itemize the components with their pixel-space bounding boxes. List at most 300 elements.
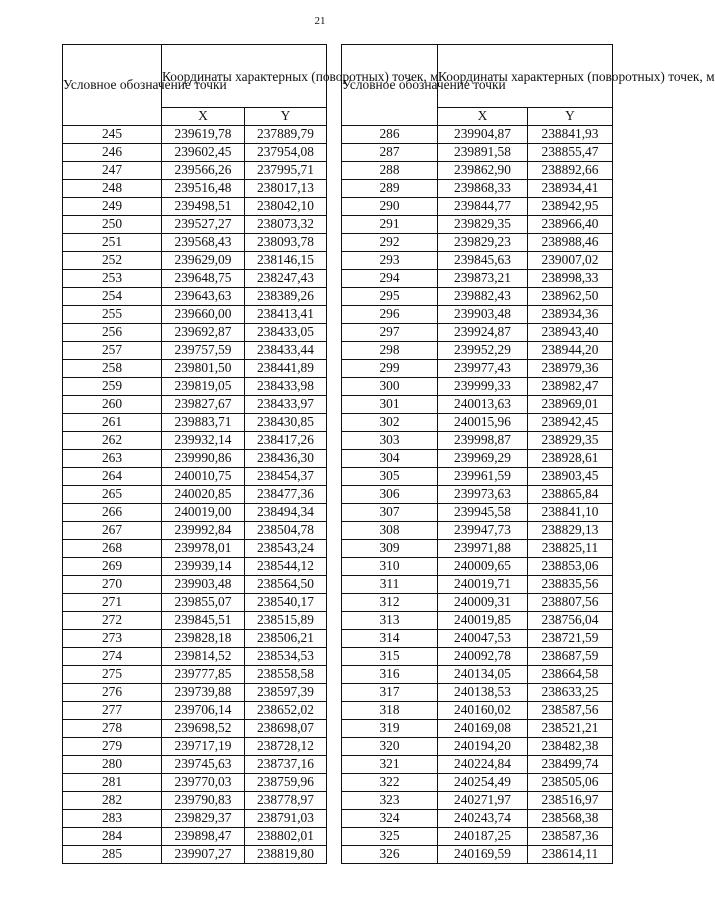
y-column-header: Y bbox=[528, 108, 613, 126]
y-coordinate: 238017,13 bbox=[245, 180, 327, 198]
y-coordinate: 238454,37 bbox=[245, 468, 327, 486]
table-row bbox=[63, 288, 327, 306]
x-coordinate: 240009,65 bbox=[438, 558, 528, 576]
y-coordinate: 238499,74 bbox=[528, 756, 613, 774]
table-row bbox=[63, 738, 327, 756]
point-number: 284 bbox=[63, 828, 162, 846]
y-coordinate: 238516,97 bbox=[528, 792, 613, 810]
point-number: 294 bbox=[342, 270, 438, 288]
y-coordinate: 238433,97 bbox=[245, 396, 327, 414]
x-coordinate: 239998,87 bbox=[438, 432, 528, 450]
y-coordinate: 238558,58 bbox=[245, 666, 327, 684]
point-number: 245 bbox=[63, 126, 162, 144]
table-row bbox=[63, 432, 327, 450]
table-row bbox=[63, 594, 327, 612]
x-coordinate: 239801,50 bbox=[162, 360, 245, 378]
point-number: 301 bbox=[342, 396, 438, 414]
table-row bbox=[63, 576, 327, 594]
table-row bbox=[63, 828, 327, 846]
point-column-header: Условное обозначение точки bbox=[63, 45, 162, 126]
y-coordinate: 238835,56 bbox=[528, 576, 613, 594]
x-coordinate: 239945,58 bbox=[438, 504, 528, 522]
y-coordinate: 238477,36 bbox=[245, 486, 327, 504]
point-number: 257 bbox=[63, 342, 162, 360]
point-number: 260 bbox=[63, 396, 162, 414]
y-coordinate: 238934,41 bbox=[528, 180, 613, 198]
y-coordinate: 238482,38 bbox=[528, 738, 613, 756]
point-number: 304 bbox=[342, 450, 438, 468]
y-coordinate: 238756,04 bbox=[528, 612, 613, 630]
point-number: 291 bbox=[342, 216, 438, 234]
y-coordinate: 238534,53 bbox=[245, 648, 327, 666]
point-number: 312 bbox=[342, 594, 438, 612]
x-coordinate: 239862,90 bbox=[438, 162, 528, 180]
coordinates-column-header: Координаты характерных (поворотных) точек, м bbox=[438, 45, 613, 108]
y-coordinate: 239007,02 bbox=[528, 252, 613, 270]
x-coordinate: 239602,45 bbox=[162, 144, 245, 162]
y-coordinate: 238540,17 bbox=[245, 594, 327, 612]
y-coordinate: 238664,58 bbox=[528, 666, 613, 684]
y-coordinate: 238494,34 bbox=[245, 504, 327, 522]
x-coordinate: 239845,63 bbox=[438, 252, 528, 270]
x-coordinate: 240092,78 bbox=[438, 648, 528, 666]
x-coordinate: 239990,86 bbox=[162, 450, 245, 468]
point-number: 283 bbox=[63, 810, 162, 828]
point-column-header: Условное обозначение точки bbox=[342, 45, 438, 126]
coordinates-column-header: Координаты характерных (поворотных) точек, м bbox=[162, 45, 327, 108]
y-coordinate: 238962,50 bbox=[528, 288, 613, 306]
x-coordinate: 239977,43 bbox=[438, 360, 528, 378]
x-coordinate: 239777,85 bbox=[162, 666, 245, 684]
point-number: 273 bbox=[63, 630, 162, 648]
x-coordinate: 239829,23 bbox=[438, 234, 528, 252]
table-row bbox=[63, 468, 327, 486]
x-coordinate: 240020,85 bbox=[162, 486, 245, 504]
table-row bbox=[342, 378, 613, 396]
x-coordinate: 239498,51 bbox=[162, 198, 245, 216]
x-coordinate: 239873,21 bbox=[438, 270, 528, 288]
table-row bbox=[63, 216, 327, 234]
y-coordinate: 238633,25 bbox=[528, 684, 613, 702]
x-coordinate: 240194,20 bbox=[438, 738, 528, 756]
point-number: 282 bbox=[63, 792, 162, 810]
table-row bbox=[63, 666, 327, 684]
point-number: 308 bbox=[342, 522, 438, 540]
point-number: 252 bbox=[63, 252, 162, 270]
table-row bbox=[63, 612, 327, 630]
table-row bbox=[342, 414, 613, 432]
x-coordinate: 239947,73 bbox=[438, 522, 528, 540]
y-coordinate: 238903,45 bbox=[528, 468, 613, 486]
point-number: 285 bbox=[63, 846, 162, 864]
point-number: 250 bbox=[63, 216, 162, 234]
y-coordinate: 238944,20 bbox=[528, 342, 613, 360]
point-number: 318 bbox=[342, 702, 438, 720]
point-number: 300 bbox=[342, 378, 438, 396]
table-row bbox=[63, 252, 327, 270]
y-coordinate: 238506,21 bbox=[245, 630, 327, 648]
table-row bbox=[342, 342, 613, 360]
point-number: 256 bbox=[63, 324, 162, 342]
point-number: 316 bbox=[342, 666, 438, 684]
point-number: 289 bbox=[342, 180, 438, 198]
point-number: 247 bbox=[63, 162, 162, 180]
y-coordinate: 238515,89 bbox=[245, 612, 327, 630]
point-number: 275 bbox=[63, 666, 162, 684]
x-coordinate: 239883,71 bbox=[162, 414, 245, 432]
y-coordinate: 238807,56 bbox=[528, 594, 613, 612]
coordinates-table-right bbox=[341, 44, 715, 864]
point-number: 320 bbox=[342, 738, 438, 756]
x-coordinate: 239961,59 bbox=[438, 468, 528, 486]
point-number: 321 bbox=[342, 756, 438, 774]
table-row bbox=[342, 558, 613, 576]
table-row bbox=[342, 522, 613, 540]
point-number: 264 bbox=[63, 468, 162, 486]
y-coordinate: 238505,06 bbox=[528, 774, 613, 792]
x-coordinate: 239814,52 bbox=[162, 648, 245, 666]
table-row bbox=[342, 306, 613, 324]
x-coordinate: 239903,48 bbox=[438, 306, 528, 324]
table-row bbox=[342, 594, 613, 612]
y-coordinate: 238934,36 bbox=[528, 306, 613, 324]
point-number: 295 bbox=[342, 288, 438, 306]
x-coordinate: 239827,67 bbox=[162, 396, 245, 414]
point-number: 296 bbox=[342, 306, 438, 324]
table-row bbox=[342, 198, 613, 216]
x-coordinate: 240019,71 bbox=[438, 576, 528, 594]
y-coordinate: 238413,41 bbox=[245, 306, 327, 324]
x-coordinate: 239978,01 bbox=[162, 540, 245, 558]
x-coordinate: 239527,27 bbox=[162, 216, 245, 234]
y-coordinate: 238759,96 bbox=[245, 774, 327, 792]
point-number: 309 bbox=[342, 540, 438, 558]
point-number: 269 bbox=[63, 558, 162, 576]
y-coordinate: 237995,71 bbox=[245, 162, 327, 180]
table-row bbox=[342, 450, 613, 468]
table-row bbox=[342, 684, 613, 702]
x-coordinate: 239770,03 bbox=[162, 774, 245, 792]
x-coordinate: 239952,29 bbox=[438, 342, 528, 360]
x-coordinate: 240015,96 bbox=[438, 414, 528, 432]
x-coordinate: 239692,87 bbox=[162, 324, 245, 342]
y-coordinate: 238819,80 bbox=[245, 846, 327, 864]
point-number: 326 bbox=[342, 846, 438, 864]
point-number: 305 bbox=[342, 468, 438, 486]
point-number: 306 bbox=[342, 486, 438, 504]
table-row bbox=[63, 126, 327, 144]
y-coordinate: 238802,01 bbox=[245, 828, 327, 846]
table-row bbox=[63, 378, 327, 396]
x-coordinate: 239739,88 bbox=[162, 684, 245, 702]
x-coordinate: 239844,77 bbox=[438, 198, 528, 216]
x-coordinate: 240134,05 bbox=[438, 666, 528, 684]
point-number: 258 bbox=[63, 360, 162, 378]
table-row bbox=[342, 180, 613, 198]
y-coordinate: 238543,24 bbox=[245, 540, 327, 558]
point-number: 322 bbox=[342, 774, 438, 792]
x-coordinate: 239643,63 bbox=[162, 288, 245, 306]
x-coordinate: 239973,63 bbox=[438, 486, 528, 504]
y-coordinate: 238433,44 bbox=[245, 342, 327, 360]
table-row bbox=[342, 828, 613, 846]
table-row bbox=[63, 792, 327, 810]
table-row bbox=[342, 126, 613, 144]
point-number: 311 bbox=[342, 576, 438, 594]
x-coordinate: 239855,07 bbox=[162, 594, 245, 612]
right-table-body bbox=[342, 126, 613, 864]
point-number: 265 bbox=[63, 486, 162, 504]
y-coordinate: 238943,40 bbox=[528, 324, 613, 342]
x-coordinate: 239868,33 bbox=[438, 180, 528, 198]
x-coordinate: 240160,02 bbox=[438, 702, 528, 720]
x-coordinate: 239757,59 bbox=[162, 342, 245, 360]
y-coordinate: 238728,12 bbox=[245, 738, 327, 756]
point-number: 270 bbox=[63, 576, 162, 594]
table-row bbox=[342, 432, 613, 450]
point-number: 261 bbox=[63, 414, 162, 432]
y-coordinate: 238698,07 bbox=[245, 720, 327, 738]
point-number: 248 bbox=[63, 180, 162, 198]
x-coordinate: 240047,53 bbox=[438, 630, 528, 648]
y-coordinate: 238865,84 bbox=[528, 486, 613, 504]
y-coordinate: 238433,98 bbox=[245, 378, 327, 396]
x-coordinate: 239999,33 bbox=[438, 378, 528, 396]
y-coordinate: 238998,33 bbox=[528, 270, 613, 288]
y-coordinate: 238721,59 bbox=[528, 630, 613, 648]
point-number: 323 bbox=[342, 792, 438, 810]
x-coordinate: 239629,09 bbox=[162, 252, 245, 270]
point-number: 292 bbox=[342, 234, 438, 252]
point-number: 317 bbox=[342, 684, 438, 702]
x-coordinate: 239904,87 bbox=[438, 126, 528, 144]
point-number: 251 bbox=[63, 234, 162, 252]
table-row bbox=[342, 360, 613, 378]
table-row bbox=[342, 792, 613, 810]
table-row bbox=[342, 504, 613, 522]
point-number: 298 bbox=[342, 342, 438, 360]
point-number: 299 bbox=[342, 360, 438, 378]
table-row bbox=[63, 450, 327, 468]
y-coordinate: 238979,36 bbox=[528, 360, 613, 378]
table-row bbox=[342, 252, 613, 270]
point-number: 297 bbox=[342, 324, 438, 342]
y-coordinate: 238892,66 bbox=[528, 162, 613, 180]
y-coordinate: 238929,35 bbox=[528, 432, 613, 450]
y-coordinate: 238778,97 bbox=[245, 792, 327, 810]
table-row bbox=[342, 396, 613, 414]
x-coordinate: 239939,14 bbox=[162, 558, 245, 576]
table-row bbox=[342, 756, 613, 774]
x-coordinate: 240009,31 bbox=[438, 594, 528, 612]
table-row bbox=[342, 648, 613, 666]
x-coordinate: 239845,51 bbox=[162, 612, 245, 630]
y-coordinate: 238587,56 bbox=[528, 702, 613, 720]
point-number: 324 bbox=[342, 810, 438, 828]
x-coordinate: 239717,19 bbox=[162, 738, 245, 756]
table-row bbox=[342, 810, 613, 828]
y-coordinate: 238687,59 bbox=[528, 648, 613, 666]
y-coordinate: 238521,21 bbox=[528, 720, 613, 738]
x-coordinate: 240187,25 bbox=[438, 828, 528, 846]
x-coordinate: 239516,48 bbox=[162, 180, 245, 198]
y-coordinate: 238988,46 bbox=[528, 234, 613, 252]
table-row bbox=[342, 774, 613, 792]
point-number: 254 bbox=[63, 288, 162, 306]
x-coordinate: 240169,59 bbox=[438, 846, 528, 864]
y-coordinate: 238544,12 bbox=[245, 558, 327, 576]
point-number: 303 bbox=[342, 432, 438, 450]
table-row bbox=[63, 648, 327, 666]
table-row bbox=[342, 324, 613, 342]
y-coordinate: 238430,85 bbox=[245, 414, 327, 432]
point-number: 271 bbox=[63, 594, 162, 612]
x-column-header: X bbox=[162, 108, 245, 126]
x-coordinate: 239745,63 bbox=[162, 756, 245, 774]
y-coordinate: 238841,10 bbox=[528, 504, 613, 522]
x-coordinate: 239903,48 bbox=[162, 576, 245, 594]
point-number: 287 bbox=[342, 144, 438, 162]
y-coordinate: 238436,30 bbox=[245, 450, 327, 468]
table-row bbox=[63, 522, 327, 540]
y-coordinate: 238564,50 bbox=[245, 576, 327, 594]
point-number: 325 bbox=[342, 828, 438, 846]
point-number: 293 bbox=[342, 252, 438, 270]
y-coordinate: 238146,15 bbox=[245, 252, 327, 270]
table-row bbox=[342, 576, 613, 594]
y-coordinate: 237954,08 bbox=[245, 144, 327, 162]
y-coordinate: 238737,16 bbox=[245, 756, 327, 774]
x-coordinate: 240138,53 bbox=[438, 684, 528, 702]
point-number: 310 bbox=[342, 558, 438, 576]
x-coordinate: 240224,84 bbox=[438, 756, 528, 774]
table-row bbox=[63, 486, 327, 504]
x-coordinate: 239566,26 bbox=[162, 162, 245, 180]
table-row bbox=[342, 486, 613, 504]
y-column-header: Y bbox=[245, 108, 327, 126]
y-coordinate: 238614,11 bbox=[528, 846, 613, 864]
x-coordinate: 240013,63 bbox=[438, 396, 528, 414]
x-coordinate: 239660,00 bbox=[162, 306, 245, 324]
x-coordinate: 240010,75 bbox=[162, 468, 245, 486]
y-coordinate: 238389,26 bbox=[245, 288, 327, 306]
point-number: 313 bbox=[342, 612, 438, 630]
point-number: 249 bbox=[63, 198, 162, 216]
table-row bbox=[63, 198, 327, 216]
point-number: 288 bbox=[342, 162, 438, 180]
point-number: 278 bbox=[63, 720, 162, 738]
x-coordinate: 239619,78 bbox=[162, 126, 245, 144]
y-coordinate: 238942,95 bbox=[528, 198, 613, 216]
table-row bbox=[63, 396, 327, 414]
table-row bbox=[342, 288, 613, 306]
table-row bbox=[342, 234, 613, 252]
table-row bbox=[342, 162, 613, 180]
x-coordinate: 239924,87 bbox=[438, 324, 528, 342]
x-coordinate: 239882,43 bbox=[438, 288, 528, 306]
y-coordinate: 238093,78 bbox=[245, 234, 327, 252]
point-number: 246 bbox=[63, 144, 162, 162]
table-row bbox=[63, 774, 327, 792]
point-number: 280 bbox=[63, 756, 162, 774]
y-coordinate: 238504,78 bbox=[245, 522, 327, 540]
table-row bbox=[63, 162, 327, 180]
y-coordinate: 238942,45 bbox=[528, 414, 613, 432]
table-row bbox=[63, 180, 327, 198]
table-row bbox=[63, 306, 327, 324]
table-row bbox=[63, 360, 327, 378]
x-coordinate: 239706,14 bbox=[162, 702, 245, 720]
point-number: 290 bbox=[342, 198, 438, 216]
x-coordinate: 239907,27 bbox=[162, 846, 245, 864]
x-coordinate: 240169,08 bbox=[438, 720, 528, 738]
table-row bbox=[342, 540, 613, 558]
table-row bbox=[63, 342, 327, 360]
x-coordinate: 239932,14 bbox=[162, 432, 245, 450]
x-coordinate: 239648,75 bbox=[162, 270, 245, 288]
y-coordinate: 238568,38 bbox=[528, 810, 613, 828]
point-number: 281 bbox=[63, 774, 162, 792]
y-coordinate: 238853,06 bbox=[528, 558, 613, 576]
x-coordinate: 239819,05 bbox=[162, 378, 245, 396]
point-number: 253 bbox=[63, 270, 162, 288]
table-row bbox=[63, 756, 327, 774]
x-coordinate: 240254,49 bbox=[438, 774, 528, 792]
point-number: 314 bbox=[342, 630, 438, 648]
y-coordinate: 238982,47 bbox=[528, 378, 613, 396]
table-row bbox=[63, 144, 327, 162]
y-coordinate: 238247,43 bbox=[245, 270, 327, 288]
table-row bbox=[63, 702, 327, 720]
table-row bbox=[63, 720, 327, 738]
table-row bbox=[342, 270, 613, 288]
table-row bbox=[63, 558, 327, 576]
left-table-body bbox=[63, 126, 327, 864]
y-coordinate: 237889,79 bbox=[245, 126, 327, 144]
x-coordinate: 240271,97 bbox=[438, 792, 528, 810]
y-coordinate: 238433,05 bbox=[245, 324, 327, 342]
y-coordinate: 238841,93 bbox=[528, 126, 613, 144]
x-coordinate: 239829,35 bbox=[438, 216, 528, 234]
table-row bbox=[342, 630, 613, 648]
y-coordinate: 238042,10 bbox=[245, 198, 327, 216]
point-number: 277 bbox=[63, 702, 162, 720]
point-number: 307 bbox=[342, 504, 438, 522]
x-coordinate: 239898,47 bbox=[162, 828, 245, 846]
x-coordinate: 239969,29 bbox=[438, 450, 528, 468]
table-row bbox=[342, 144, 613, 162]
table-row bbox=[63, 504, 327, 522]
table-row bbox=[342, 468, 613, 486]
y-coordinate: 238652,02 bbox=[245, 702, 327, 720]
page-number: 21 bbox=[314, 15, 326, 27]
x-coordinate: 239790,83 bbox=[162, 792, 245, 810]
table-row bbox=[63, 684, 327, 702]
table-row bbox=[63, 324, 327, 342]
point-number: 276 bbox=[63, 684, 162, 702]
point-number: 272 bbox=[63, 612, 162, 630]
y-coordinate: 238825,11 bbox=[528, 540, 613, 558]
point-number: 266 bbox=[63, 504, 162, 522]
table-row bbox=[63, 540, 327, 558]
x-coordinate: 239992,84 bbox=[162, 522, 245, 540]
x-coordinate: 239829,37 bbox=[162, 810, 245, 828]
point-number: 319 bbox=[342, 720, 438, 738]
y-coordinate: 238966,40 bbox=[528, 216, 613, 234]
table-row bbox=[63, 630, 327, 648]
point-number: 255 bbox=[63, 306, 162, 324]
point-number: 274 bbox=[63, 648, 162, 666]
